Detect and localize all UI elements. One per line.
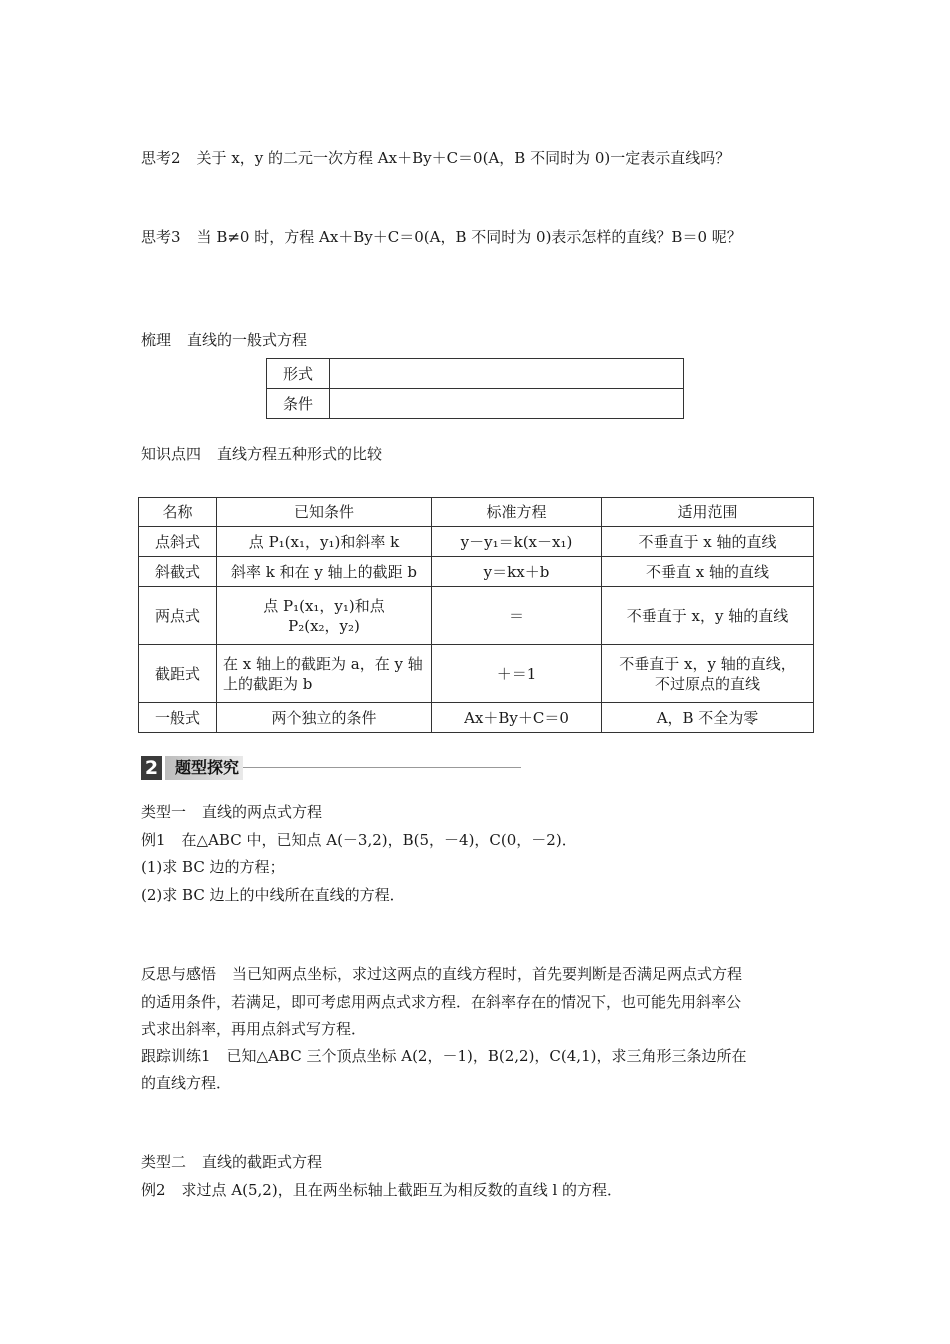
header-condition: 已知条件 [217,498,432,527]
cell-condition: 点 P₁(x₁，y₁)和点 P₂(x₂，y₂) [217,587,432,645]
reflection-line2: 的适用条件，若满足，即可考虑用两点式求方程．在斜率存在的情况下，也可能先用斜率公 [141,993,742,1011]
cell-range: 不垂直于 x，y 轴的直线 [602,587,814,645]
cell-name: 截距式 [139,645,217,703]
cell-name: 两点式 [139,587,217,645]
table-row [139,703,814,733]
cell-equation: ＋＝1 [432,645,602,703]
think3 [141,227,742,247]
example1-label: 例1 [141,831,166,849]
training1-line1 [141,1046,746,1066]
table-row [139,557,814,587]
row-value [330,389,684,419]
comparison-table [138,497,814,733]
cell-range: 不垂直于 x，y 轴的直线，不过原点的直线 [602,645,814,703]
cell-equation: Ax＋By＋C＝0 [432,703,602,733]
section-divider [243,767,521,768]
cell-condition: 点 P₁(x₁，y₁)和斜率 k [217,527,432,557]
cell-equation: ＝ [432,587,602,645]
example1-q2: (2)求 BC 边上的中线所在直线的方程． [141,886,405,904]
reflection-text1: 当已知两点坐标，求过这两点的直线方程时，首先要判断是否满足两点式方程 [232,965,743,983]
example2 [141,1180,622,1200]
training1-text1: 已知△ABC 三个顶点坐标 A(2，－1)，B(2,2)，C(4,1)，求三角形三条边所在 [226,1047,747,1065]
table-row [139,587,814,645]
cell-condition: 斜率 k 和在 y 轴上的截距 b [217,557,432,587]
section-header [141,756,521,780]
header-name: 名称 [139,498,217,527]
example2-label: 例2 [141,1181,166,1199]
type2-title: 直线的截距式方程 [202,1153,323,1171]
table-row [267,359,684,389]
table-row [267,389,684,419]
training1-label: 跟踪训练1 [141,1047,211,1065]
type1-label: 类型一 [141,803,187,821]
cell-equation: y－y₁＝k(x－x₁) [432,527,602,557]
cell-name: 一般式 [139,703,217,733]
summary-title: 直线的一般式方程 [187,331,308,349]
table-row [139,527,814,557]
think2 [141,148,730,168]
row-name: 形式 [267,359,330,389]
table-header-row [139,498,814,527]
type1-heading [141,802,322,822]
type2-heading [141,1152,322,1172]
reflection-line3: 式求出斜率，再用点斜式写方程． [141,1020,367,1038]
cell-range: 不垂直于 x 轴的直线 [602,527,814,557]
knowledge4-heading [141,444,382,464]
summary-label: 梳理 [141,331,172,349]
cell-range: A，B 不全为零 [602,703,814,733]
type2-label: 类型二 [141,1153,187,1171]
example1-q1: (1)求 BC 边的方程； [141,858,285,876]
cell-name: 点斜式 [139,527,217,557]
think3-text: 当 B≠0 时，方程 Ax＋By＋C＝0(A，B 不同时为 0)表示怎样的直线？B＝0 呢？ [196,228,742,246]
cell-range: 不垂直 x 轴的直线 [602,557,814,587]
knowledge4-title: 直线方程五种形式的比较 [217,445,383,463]
row-value [330,359,684,389]
example2-text: 求过点 A(5,2)，且在两坐标轴上截距互为相反数的直线 l 的方程． [181,1181,623,1199]
cell-condition: 在 x 轴上的截距为 a，在 y 轴上的截距为 b [217,645,432,703]
cell-condition: 两个独立的条件 [217,703,432,733]
section-title-bar [165,756,243,780]
summary-heading [141,330,307,350]
think2-label: 思考2 [141,149,181,167]
header-equation: 标准方程 [432,498,602,527]
knowledge4-label: 知识点四 [141,445,202,463]
training1-line2: 的直线方程． [141,1074,232,1092]
reflection-line1 [141,964,742,984]
general-form-table [266,358,684,419]
section-number-badge: 2 [141,756,162,780]
type1-title: 直线的两点式方程 [202,803,323,821]
cell-name: 斜截式 [139,557,217,587]
example1-text: 在△ABC 中，已知点 A(－3,2)，B(5，－4)，C(0，－2)． [181,831,577,849]
reflection-label: 反思与感悟 [141,965,217,983]
row-name: 条件 [267,389,330,419]
think3-label: 思考3 [141,228,181,246]
table-row [139,645,814,703]
section-title: 题型探究 [175,758,240,777]
think2-text: 关于 x，y 的二元一次方程 Ax＋By＋C＝0(A，B 不同时为 0)一定表示直线吗？ [196,149,731,167]
cell-equation: y＝kx＋b [432,557,602,587]
example1 [141,830,577,850]
header-range: 适用范围 [602,498,814,527]
